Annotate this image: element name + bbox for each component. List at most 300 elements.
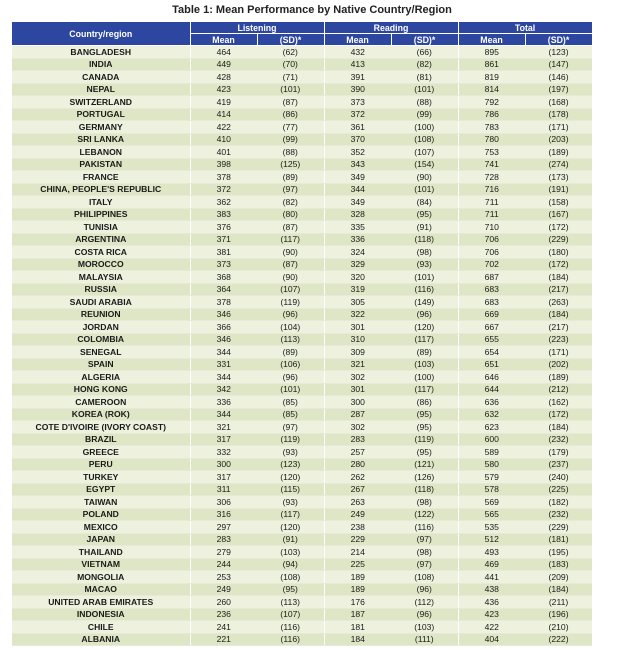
cell-listening-mean: 372 (190, 183, 257, 196)
cell-total-mean: 651 (458, 358, 525, 371)
cell-total-sd: (171) (525, 346, 592, 359)
cell-reading-sd: (81) (391, 71, 458, 84)
cell-reading-sd: (93) (391, 258, 458, 271)
cell-listening-mean: 306 (190, 496, 257, 509)
table-row (12, 596, 592, 609)
cell-country: COSTA RICA (12, 246, 190, 259)
cell-listening-mean: 300 (190, 458, 257, 471)
cell-reading-sd: (99) (391, 108, 458, 121)
cell-reading-sd: (66) (391, 46, 458, 59)
cell-reading-mean: 176 (324, 596, 391, 609)
table-row (12, 483, 592, 496)
cell-listening-sd: (86) (257, 108, 324, 121)
cell-listening-sd: (117) (257, 508, 324, 521)
cell-reading-mean: 300 (324, 396, 391, 409)
cell-reading-sd: (118) (391, 483, 458, 496)
cell-total-sd: (189) (525, 371, 592, 384)
cell-reading-sd: (107) (391, 146, 458, 159)
cell-total-sd: (222) (525, 633, 592, 646)
cell-reading-mean: 305 (324, 296, 391, 309)
cell-listening-mean: 221 (190, 633, 257, 646)
cell-reading-mean: 324 (324, 246, 391, 259)
table-row (12, 233, 592, 246)
cell-listening-sd: (117) (257, 233, 324, 246)
cell-country: MEXICO (12, 521, 190, 534)
cell-total-sd: (196) (525, 608, 592, 621)
cell-listening-mean: 346 (190, 333, 257, 346)
cell-listening-sd: (89) (257, 346, 324, 359)
cell-listening-mean: 398 (190, 158, 257, 171)
table-row (12, 246, 592, 259)
cell-listening-sd: (90) (257, 271, 324, 284)
cell-total-sd: (209) (525, 571, 592, 584)
cell-country: EGYPT (12, 483, 190, 496)
cell-listening-sd: (103) (257, 546, 324, 559)
cell-reading-sd: (100) (391, 371, 458, 384)
cell-total-mean: 786 (458, 108, 525, 121)
cell-reading-sd: (120) (391, 321, 458, 334)
cell-total-sd: (229) (525, 233, 592, 246)
cell-listening-sd: (107) (257, 283, 324, 296)
cell-total-mean: 512 (458, 533, 525, 546)
cell-total-sd: (210) (525, 621, 592, 634)
cell-reading-sd: (112) (391, 596, 458, 609)
cell-reading-sd: (95) (391, 408, 458, 421)
table-row (12, 371, 592, 384)
cell-reading-sd: (96) (391, 583, 458, 596)
cell-reading-sd: (95) (391, 208, 458, 221)
cell-listening-sd: (93) (257, 446, 324, 459)
cell-total-mean: 753 (458, 146, 525, 159)
cell-total-mean: 623 (458, 421, 525, 434)
cell-reading-mean: 361 (324, 121, 391, 134)
cell-reading-sd: (82) (391, 58, 458, 71)
cell-listening-mean: 449 (190, 58, 257, 71)
cell-total-sd: (184) (525, 421, 592, 434)
cell-total-sd: (217) (525, 321, 592, 334)
cell-reading-mean: 373 (324, 96, 391, 109)
cell-total-sd: (173) (525, 171, 592, 184)
cell-listening-sd: (71) (257, 71, 324, 84)
cell-reading-sd: (103) (391, 358, 458, 371)
cell-listening-mean: 260 (190, 596, 257, 609)
cell-reading-mean: 336 (324, 233, 391, 246)
cell-country: JORDAN (12, 321, 190, 334)
cell-reading-sd: (121) (391, 458, 458, 471)
cell-total-sd: (232) (525, 508, 592, 521)
cell-total-sd: (217) (525, 283, 592, 296)
cell-total-mean: 632 (458, 408, 525, 421)
cell-total-mean: 728 (458, 171, 525, 184)
cell-total-mean: 579 (458, 471, 525, 484)
cell-reading-mean: 214 (324, 546, 391, 559)
cell-country: FRANCE (12, 171, 190, 184)
table-row (12, 296, 592, 309)
cell-reading-sd: (122) (391, 508, 458, 521)
cell-total-mean: 423 (458, 608, 525, 621)
cell-listening-sd: (93) (257, 496, 324, 509)
header-country: Country/region (12, 22, 190, 46)
cell-listening-sd: (70) (257, 58, 324, 71)
cell-country: TUNISIA (12, 221, 190, 234)
cell-reading-sd: (95) (391, 421, 458, 434)
cell-total-sd: (203) (525, 133, 592, 146)
cell-total-mean: 565 (458, 508, 525, 521)
cell-reading-sd: (95) (391, 446, 458, 459)
cell-listening-sd: (62) (257, 46, 324, 59)
cell-reading-sd: (100) (391, 121, 458, 134)
header-reading-mean: Mean (324, 34, 391, 46)
cell-total-mean: 578 (458, 483, 525, 496)
cell-total-mean: 569 (458, 496, 525, 509)
cell-country: CHINA, PEOPLE'S REPUBLIC (12, 183, 190, 196)
cell-total-sd: (202) (525, 358, 592, 371)
cell-reading-sd: (126) (391, 471, 458, 484)
cell-country: RUSSIA (12, 283, 190, 296)
cell-listening-mean: 344 (190, 346, 257, 359)
cell-country: MONGOLIA (12, 571, 190, 584)
cell-listening-sd: (88) (257, 146, 324, 159)
header-reading-sd: (SD)* (391, 34, 458, 46)
cell-reading-sd: (91) (391, 221, 458, 234)
table-row (12, 633, 592, 646)
cell-listening-mean: 410 (190, 133, 257, 146)
cell-reading-mean: 189 (324, 583, 391, 596)
cell-reading-mean: 390 (324, 83, 391, 96)
cell-reading-mean: 432 (324, 46, 391, 59)
cell-listening-sd: (106) (257, 358, 324, 371)
cell-listening-sd: (108) (257, 571, 324, 584)
cell-listening-mean: 373 (190, 258, 257, 271)
table-row (12, 58, 592, 71)
cell-listening-sd: (97) (257, 183, 324, 196)
cell-reading-mean: 181 (324, 621, 391, 634)
cell-country: LEBANON (12, 146, 190, 159)
cell-country: SPAIN (12, 358, 190, 371)
cell-country: TURKEY (12, 471, 190, 484)
cell-reading-sd: (101) (391, 83, 458, 96)
cell-total-sd: (274) (525, 158, 592, 171)
cell-country: COLOMBIA (12, 333, 190, 346)
table-row (12, 458, 592, 471)
cell-listening-mean: 419 (190, 96, 257, 109)
cell-listening-sd: (113) (257, 596, 324, 609)
cell-listening-sd: (85) (257, 396, 324, 409)
cell-listening-sd: (125) (257, 158, 324, 171)
cell-listening-sd: (113) (257, 333, 324, 346)
cell-total-mean: 792 (458, 96, 525, 109)
cell-total-sd: (172) (525, 221, 592, 234)
header-listening-mean: Mean (190, 34, 257, 46)
cell-total-mean: 819 (458, 71, 525, 84)
cell-total-sd: (168) (525, 96, 592, 109)
cell-reading-mean: 287 (324, 408, 391, 421)
table-row (12, 396, 592, 409)
cell-listening-mean: 464 (190, 46, 257, 59)
cell-country: PERU (12, 458, 190, 471)
cell-listening-sd: (96) (257, 308, 324, 321)
cell-total-mean: 814 (458, 83, 525, 96)
cell-listening-mean: 362 (190, 196, 257, 209)
table-row (12, 133, 592, 146)
cell-listening-mean: 321 (190, 421, 257, 434)
cell-country: ARGENTINA (12, 233, 190, 246)
table-row (12, 221, 592, 234)
cell-country: PAKISTAN (12, 158, 190, 171)
cell-total-mean: 667 (458, 321, 525, 334)
cell-listening-sd: (90) (257, 246, 324, 259)
table-row (12, 346, 592, 359)
cell-reading-mean: 229 (324, 533, 391, 546)
cell-total-sd: (180) (525, 246, 592, 259)
table-row (12, 208, 592, 221)
cell-country: ALGERIA (12, 371, 190, 384)
cell-total-mean: 702 (458, 258, 525, 271)
cell-total-sd: (184) (525, 271, 592, 284)
table-row (12, 383, 592, 396)
cell-reading-sd: (98) (391, 246, 458, 259)
cell-total-mean: 783 (458, 121, 525, 134)
table-row (12, 271, 592, 284)
cell-reading-mean: 301 (324, 321, 391, 334)
cell-reading-mean: 187 (324, 608, 391, 621)
cell-listening-sd: (97) (257, 421, 324, 434)
cell-reading-sd: (98) (391, 496, 458, 509)
cell-listening-mean: 344 (190, 408, 257, 421)
table-row (12, 96, 592, 109)
cell-reading-mean: 319 (324, 283, 391, 296)
cell-reading-mean: 349 (324, 171, 391, 184)
cell-listening-sd: (116) (257, 621, 324, 634)
table-row (12, 408, 592, 421)
cell-total-sd: (182) (525, 496, 592, 509)
cell-total-sd: (184) (525, 308, 592, 321)
cell-total-mean: 589 (458, 446, 525, 459)
cell-reading-mean: 349 (324, 196, 391, 209)
cell-total-mean: 861 (458, 58, 525, 71)
cell-listening-sd: (119) (257, 296, 324, 309)
cell-country: KOREA (ROK) (12, 408, 190, 421)
cell-reading-sd: (116) (391, 521, 458, 534)
cell-reading-sd: (101) (391, 271, 458, 284)
cell-reading-sd: (108) (391, 571, 458, 584)
cell-listening-sd: (87) (257, 258, 324, 271)
cell-total-sd: (179) (525, 446, 592, 459)
cell-country: ITALY (12, 196, 190, 209)
table-row (12, 333, 592, 346)
cell-country: VIETNAM (12, 558, 190, 571)
cell-reading-mean: 335 (324, 221, 391, 234)
table-row (12, 71, 592, 84)
cell-listening-sd: (80) (257, 208, 324, 221)
cell-country: CHILE (12, 621, 190, 634)
table-row (12, 358, 592, 371)
cell-reading-mean: 344 (324, 183, 391, 196)
cell-reading-mean: 352 (324, 146, 391, 159)
cell-reading-mean: 184 (324, 633, 391, 646)
cell-total-sd: (191) (525, 183, 592, 196)
cell-country: BRAZIL (12, 433, 190, 446)
cell-reading-mean: 370 (324, 133, 391, 146)
cell-listening-mean: 368 (190, 271, 257, 284)
cell-total-mean: 711 (458, 208, 525, 221)
cell-total-sd: (237) (525, 458, 592, 471)
cell-country: COTE D'IVOIRE (IVORY COAST) (12, 421, 190, 434)
cell-reading-sd: (97) (391, 533, 458, 546)
cell-listening-sd: (120) (257, 471, 324, 484)
cell-country: REUNION (12, 308, 190, 321)
cell-reading-sd: (101) (391, 183, 458, 196)
table-row (12, 258, 592, 271)
header-listening-sd: (SD)* (257, 34, 324, 46)
cell-country: SAUDI ARABIA (12, 296, 190, 309)
cell-listening-mean: 383 (190, 208, 257, 221)
cell-total-mean: 711 (458, 196, 525, 209)
cell-country: MACAO (12, 583, 190, 596)
cell-reading-sd: (117) (391, 383, 458, 396)
cell-country: JAPAN (12, 533, 190, 546)
header-group-total: Total (458, 22, 592, 34)
cell-country: ALBANIA (12, 633, 190, 646)
cell-reading-sd: (88) (391, 96, 458, 109)
cell-total-sd: (232) (525, 433, 592, 446)
cell-country: UNITED ARAB EMIRATES (12, 596, 190, 609)
cell-total-mean: 441 (458, 571, 525, 584)
table-row (12, 283, 592, 296)
cell-listening-sd: (123) (257, 458, 324, 471)
cell-total-mean: 655 (458, 333, 525, 346)
cell-reading-sd: (118) (391, 233, 458, 246)
cell-reading-mean: 302 (324, 421, 391, 434)
cell-listening-sd: (82) (257, 196, 324, 209)
cell-reading-sd: (98) (391, 546, 458, 559)
cell-listening-mean: 401 (190, 146, 257, 159)
cell-total-sd: (158) (525, 196, 592, 209)
cell-listening-mean: 317 (190, 433, 257, 446)
header-group-reading: Reading (324, 22, 458, 34)
cell-reading-sd: (96) (391, 608, 458, 621)
table-row (12, 171, 592, 184)
cell-reading-mean: 225 (324, 558, 391, 571)
cell-listening-mean: 423 (190, 83, 257, 96)
cell-country: PHILIPPINES (12, 208, 190, 221)
cell-country: CANADA (12, 71, 190, 84)
cell-reading-mean: 280 (324, 458, 391, 471)
table-row (12, 496, 592, 509)
cell-listening-sd: (107) (257, 608, 324, 621)
cell-country: CAMEROON (12, 396, 190, 409)
cell-total-mean: 669 (458, 308, 525, 321)
table-header (12, 22, 592, 46)
header-total-sd: (SD)* (525, 34, 592, 46)
cell-total-sd: (263) (525, 296, 592, 309)
cell-listening-mean: 311 (190, 483, 257, 496)
table-row (12, 446, 592, 459)
cell-total-sd: (211) (525, 596, 592, 609)
table-row (12, 46, 592, 59)
table-row (12, 521, 592, 534)
cell-country: HONG KONG (12, 383, 190, 396)
cell-reading-mean: 372 (324, 108, 391, 121)
cell-listening-sd: (89) (257, 171, 324, 184)
cell-reading-mean: 309 (324, 346, 391, 359)
cell-total-sd: (183) (525, 558, 592, 571)
table-title: Table 1: Mean Performance by Native Country/Region (172, 4, 452, 16)
cell-country: PORTUGAL (12, 108, 190, 121)
cell-listening-mean: 253 (190, 571, 257, 584)
cell-country: INDONESIA (12, 608, 190, 621)
cell-reading-mean: 262 (324, 471, 391, 484)
cell-reading-mean: 310 (324, 333, 391, 346)
cell-country: POLAND (12, 508, 190, 521)
cell-reading-mean: 391 (324, 71, 391, 84)
cell-total-mean: 535 (458, 521, 525, 534)
cell-reading-sd: (90) (391, 171, 458, 184)
cell-country: NEPAL (12, 83, 190, 96)
cell-country: SRI LANKA (12, 133, 190, 146)
cell-reading-sd: (103) (391, 621, 458, 634)
cell-country: INDIA (12, 58, 190, 71)
table-row (12, 571, 592, 584)
cell-total-sd: (223) (525, 333, 592, 346)
cell-listening-sd: (120) (257, 521, 324, 534)
cell-total-mean: 654 (458, 346, 525, 359)
cell-listening-mean: 378 (190, 296, 257, 309)
cell-country: SENEGAL (12, 346, 190, 359)
cell-listening-mean: 316 (190, 508, 257, 521)
cell-listening-sd: (85) (257, 408, 324, 421)
table-row (12, 508, 592, 521)
header-total-mean: Mean (458, 34, 525, 46)
cell-total-sd: (229) (525, 521, 592, 534)
cell-reading-mean: 257 (324, 446, 391, 459)
cell-listening-mean: 381 (190, 246, 257, 259)
cell-total-mean: 404 (458, 633, 525, 646)
cell-total-mean: 636 (458, 396, 525, 409)
cell-total-mean: 706 (458, 233, 525, 246)
cell-total-sd: (184) (525, 583, 592, 596)
cell-total-mean: 438 (458, 583, 525, 596)
cell-reading-mean: 301 (324, 383, 391, 396)
table-row (12, 108, 592, 121)
cell-listening-mean: 366 (190, 321, 257, 334)
cell-listening-sd: (119) (257, 433, 324, 446)
table-row (12, 621, 592, 634)
cell-reading-sd: (117) (391, 333, 458, 346)
table-row (12, 308, 592, 321)
cell-listening-mean: 376 (190, 221, 257, 234)
cell-reading-sd: (149) (391, 296, 458, 309)
cell-listening-mean: 236 (190, 608, 257, 621)
cell-total-mean: 741 (458, 158, 525, 171)
table-row (12, 546, 592, 559)
cell-listening-sd: (99) (257, 133, 324, 146)
cell-country: THAILAND (12, 546, 190, 559)
header-group-listening: Listening (190, 22, 324, 34)
cell-total-sd: (195) (525, 546, 592, 559)
table-row (12, 433, 592, 446)
table-row (12, 183, 592, 196)
cell-listening-mean: 317 (190, 471, 257, 484)
cell-total-mean: 493 (458, 546, 525, 559)
cell-total-sd: (212) (525, 383, 592, 396)
cell-listening-mean: 342 (190, 383, 257, 396)
cell-listening-mean: 279 (190, 546, 257, 559)
table-row (12, 421, 592, 434)
cell-total-mean: 687 (458, 271, 525, 284)
cell-reading-mean: 343 (324, 158, 391, 171)
cell-listening-mean: 283 (190, 533, 257, 546)
